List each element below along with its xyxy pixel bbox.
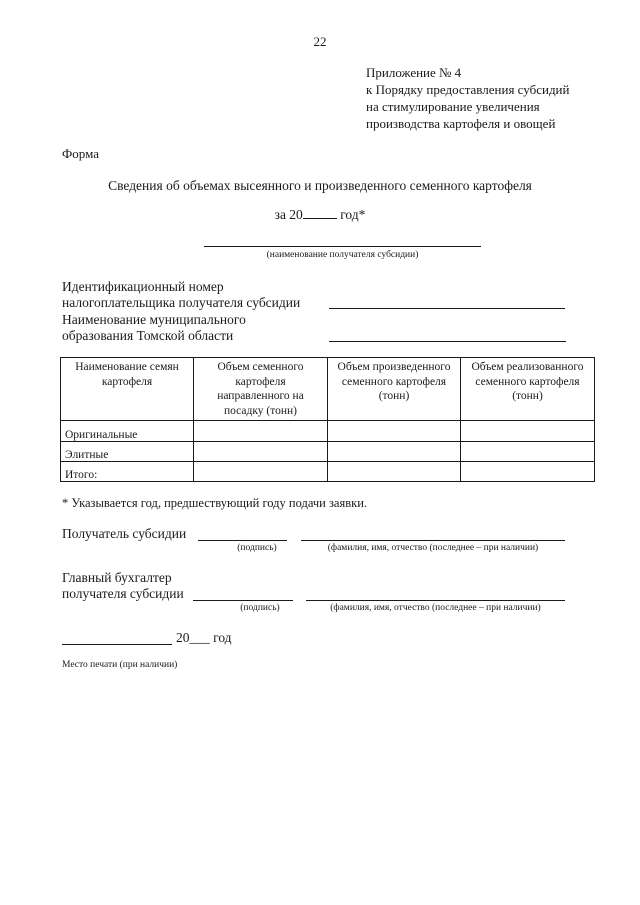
page-number: 22 [313,34,327,49]
signature-caption: (подпись) [240,603,280,613]
year-prefix: за 20 [274,207,303,222]
form-label: Форма [62,146,99,161]
footnote: * Указывается год, предшествующий году подачи заявки. [62,496,368,510]
header-produced-volume: Объем произведенного семенного картофеля (тонн) [328,358,461,421]
recipient-name-line[interactable] [301,540,565,541]
table-cell[interactable] [461,421,595,442]
row-label: Элитные [61,442,194,462]
accountant-label-line1: Главный бухгалтер [62,570,172,585]
table-cell[interactable] [194,462,328,482]
header-planted-volume: Объем семенного картофеля направленного на посадку (тонн) [194,358,328,421]
appendix-line: Приложение № 4 [366,65,462,80]
potato-data-table [60,357,595,482]
full-name-caption: (фамилия, имя, отчество (последнее – при наличии) [330,603,541,613]
appendix-line: производства картофеля и овощей [366,116,556,131]
accountant-signature-field[interactable] [193,600,293,601]
stamp-note: Место печати (при наличии) [62,660,178,670]
table-row [61,462,595,482]
table-header-row [61,358,595,421]
accountant-name-line[interactable] [306,600,565,601]
accountant-label-line2: получателя субсидии [62,586,184,601]
municipality-label-line2: образования Томской области [62,328,234,343]
recipient-signature-field[interactable] [198,540,287,541]
recipient-signature-label: Получатель субсидии [62,526,187,541]
table-row [61,442,595,462]
recipient-name-field[interactable] [204,246,481,247]
table-cell[interactable] [461,442,595,462]
date-year-text: 20___ год [176,630,232,645]
inn-label-line1: Идентификационный номер [62,279,224,294]
table-row [61,421,595,442]
appendix-line: к Порядку предоставления субсидий [366,82,570,97]
appendix-line: на стимулирование увеличения [366,99,540,114]
year-suffix: год* [336,207,366,222]
header-seed-name: Наименование семян картофеля [61,358,194,421]
recipient-caption: (наименование получателя субсидии) [266,250,419,260]
full-name-caption: (фамилия, имя, отчество (последнее – при наличии) [327,543,539,553]
year-blank[interactable] [303,206,337,219]
inn-label-line2: налогоплательщика получателя субсидии [62,295,301,310]
appendix-header [366,64,569,132]
municipality-field[interactable] [329,341,566,342]
municipality-label-line1: Наименование муниципального [62,312,246,327]
signature-caption: (подпись) [237,543,277,553]
inn-field[interactable] [329,308,565,309]
table-cell[interactable] [194,442,328,462]
table-cell[interactable] [328,462,461,482]
table-cell[interactable] [328,442,461,462]
date-day-month-field[interactable] [62,644,172,645]
table-cell[interactable] [328,421,461,442]
row-label: Итого: [61,462,194,482]
row-label: Оригинальные [61,421,194,442]
table-cell[interactable] [194,421,328,442]
table-cell[interactable] [461,462,595,482]
document-title: Сведения об объемах высеянного и произведенного семенного картофеля [108,178,532,193]
year-line [0,206,640,223]
header-sold-volume: Объем реализованного семенного картофеля (тонн) [461,358,595,421]
